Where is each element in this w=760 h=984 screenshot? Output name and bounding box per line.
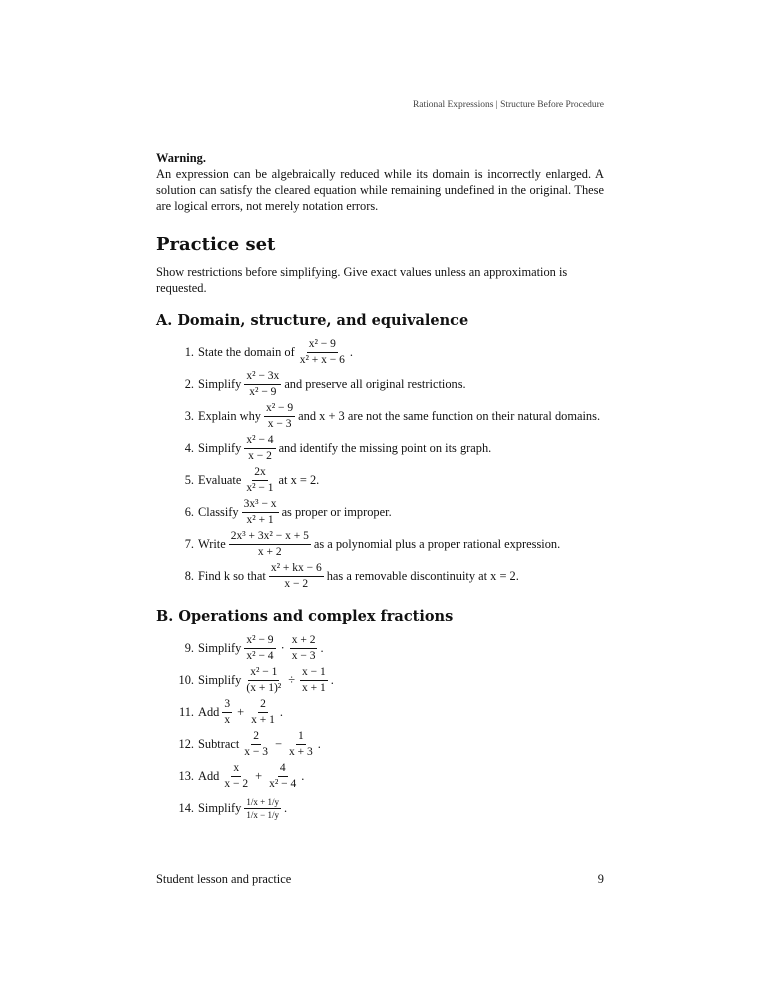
- item-body: [198, 466, 319, 495]
- item-tail: as a polynomial plus a proper rational expression.: [313, 537, 561, 551]
- section-b-heading: B. Operations and complex fractions: [156, 608, 454, 625]
- item-number: 3.: [184, 409, 194, 423]
- item-tail: has a removable discontinuity at x = 2.: [326, 569, 519, 583]
- item-prompt: State the domain of: [198, 345, 295, 359]
- item-body: [198, 762, 304, 791]
- operator: ·: [280, 641, 285, 655]
- practice-item: [156, 400, 604, 432]
- item-body: [198, 338, 353, 367]
- fraction-denominator: x² − 9: [249, 385, 277, 398]
- fraction: [290, 634, 318, 663]
- fraction-numerator: x: [231, 762, 241, 777]
- fraction-numerator: x² − 1: [248, 666, 279, 681]
- fraction-numerator: 2: [258, 698, 268, 713]
- item-number: 1.: [184, 345, 194, 359]
- practice-item: [156, 632, 604, 664]
- fraction: [269, 562, 324, 591]
- fraction: [300, 666, 328, 695]
- practice-item: [156, 560, 604, 592]
- practice-item: [156, 728, 604, 760]
- fraction: [242, 730, 270, 759]
- item-prompt: Classify: [198, 505, 239, 519]
- item-prompt: Add: [198, 769, 220, 783]
- section-a-list: [156, 336, 604, 592]
- item-tail: .: [330, 673, 334, 687]
- fraction-denominator: x − 2: [224, 777, 249, 790]
- item-prompt: Evaluate: [198, 473, 242, 487]
- fraction-denominator: x² + 1: [246, 513, 274, 526]
- item-body: [198, 498, 392, 527]
- complex-fraction-denominator: 1/x − 1/y: [246, 809, 279, 820]
- complex-fraction-numerator: 1/x + 1/y: [246, 796, 279, 807]
- fraction: [267, 762, 298, 791]
- item-tail: at x = 2.: [278, 473, 320, 487]
- item-prompt: Simplify: [198, 673, 242, 687]
- item-body: [198, 370, 466, 399]
- fraction: [244, 370, 281, 399]
- fraction: [244, 434, 275, 463]
- fraction-denominator: x² − 4: [246, 649, 274, 662]
- page-number: 9: [597, 872, 604, 886]
- fraction-denominator: x − 3: [291, 649, 316, 662]
- item-prompt: Explain why: [198, 409, 261, 423]
- item-body: [198, 562, 519, 591]
- item-prompt: Write: [198, 537, 226, 551]
- fraction-numerator: 4: [278, 762, 288, 777]
- page-content: [156, 150, 604, 824]
- footer-label: Student lesson and practice: [156, 872, 292, 886]
- running-header: Rational Expressions | Structure Before Procedure: [412, 100, 604, 110]
- fraction: [229, 530, 311, 559]
- practice-item: [156, 528, 604, 560]
- item-tail: and x + 3 are not the same function on their natural domains.: [298, 409, 601, 423]
- item-number: 5.: [184, 473, 194, 487]
- item-body: [198, 666, 334, 695]
- fraction-denominator: x + 2: [257, 545, 282, 558]
- fraction-numerator: 2x: [252, 466, 268, 481]
- item-prompt: Add: [198, 705, 220, 719]
- item-prompt: Simplify: [198, 801, 242, 815]
- fraction-numerator: 3: [222, 698, 232, 713]
- item-tail: and preserve all original restrictions.: [284, 377, 466, 391]
- item-body: [198, 402, 600, 431]
- item-tail: .: [349, 345, 353, 359]
- item-tail: as proper or improper.: [281, 505, 392, 519]
- fraction-denominator: x + 3: [289, 745, 313, 758]
- fraction-denominator: x + 1: [302, 681, 326, 694]
- fraction-numerator: x² − 9: [264, 402, 295, 417]
- fraction-numerator: x² − 9: [307, 338, 338, 353]
- item-prompt: Subtract: [198, 737, 240, 751]
- item-body: [198, 530, 560, 559]
- fraction-denominator: x² + x − 6: [299, 353, 345, 366]
- item-prompt: Find k so that: [198, 569, 266, 583]
- practice-item: [156, 496, 604, 528]
- fraction-numerator: x² − 4: [244, 434, 275, 449]
- item-number: 6.: [184, 505, 194, 519]
- item-prompt: Simplify: [198, 377, 242, 391]
- fraction: [222, 698, 232, 727]
- fraction: [298, 338, 347, 367]
- item-prompt: Simplify: [198, 641, 242, 655]
- fraction-denominator: x − 2: [284, 577, 309, 590]
- page-footer: [156, 872, 604, 887]
- fraction: [244, 634, 275, 663]
- practice-item: [156, 336, 604, 368]
- item-prompt: Simplify: [198, 441, 242, 455]
- item-tail: and identify the missing point on its graph.: [278, 441, 492, 455]
- practice-item: [156, 432, 604, 464]
- practice-item: [156, 696, 604, 728]
- item-number: 2.: [184, 377, 194, 391]
- fraction: [222, 762, 250, 791]
- item-tail: .: [279, 705, 283, 719]
- practice-heading: Practice set: [156, 234, 276, 255]
- item-number: 12.: [178, 737, 194, 751]
- fraction-denominator: x − 3: [244, 745, 269, 758]
- fraction: [242, 498, 279, 527]
- fraction-denominator: x² − 4: [269, 777, 297, 790]
- fraction: [249, 698, 277, 727]
- fraction-numerator: 1: [296, 730, 306, 745]
- practice-item: [156, 760, 604, 792]
- section-b-list: [156, 632, 604, 824]
- fraction-denominator: x² − 1: [246, 481, 274, 494]
- item-number: 10.: [178, 673, 194, 687]
- practice-intro: Show restrictions before simplifying. Give exact values unless an approximation is requested.: [156, 265, 568, 295]
- practice-item: [156, 464, 604, 496]
- item-number: 9.: [184, 641, 194, 655]
- fraction-denominator: x: [224, 713, 231, 726]
- operator: +: [237, 705, 245, 719]
- fraction: [244, 666, 283, 695]
- fraction-numerator: 2: [251, 730, 261, 745]
- fraction-denominator: (x + 1)²: [246, 681, 282, 694]
- fraction-numerator: x² + kx − 6: [269, 562, 324, 577]
- warning-text: An expression can be algebraically reduced while its domain is incorrectly enlarged. A solution can satisfy the cleared equation while remaining undefined in the original. These are logical errors, not merely notation errors.: [156, 167, 604, 213]
- fraction-numerator: x² − 9: [244, 634, 275, 649]
- item-number: 4.: [184, 441, 194, 455]
- item-number: 14.: [178, 801, 194, 815]
- item-number: 8.: [184, 569, 194, 583]
- fraction-numerator: 3x³ − x: [242, 498, 279, 513]
- fraction: [244, 466, 275, 495]
- item-tail: .: [320, 641, 324, 655]
- practice-item: [156, 368, 604, 400]
- item-body: [198, 797, 287, 820]
- operator: +: [255, 769, 263, 783]
- item-number: 11.: [178, 705, 194, 719]
- complex-fraction: [244, 797, 281, 820]
- item-number: 13.: [178, 769, 194, 783]
- operator: −: [275, 737, 283, 751]
- fraction-denominator: x − 3: [267, 417, 292, 430]
- item-number: 7.: [184, 537, 194, 551]
- item-tail: .: [283, 801, 288, 815]
- fraction-numerator: 2x³ + 3x² − x + 5: [229, 530, 311, 545]
- item-body: [198, 730, 321, 759]
- fraction-numerator: x + 2: [290, 634, 318, 649]
- fraction: [264, 402, 295, 431]
- fraction-numerator: x − 1: [300, 666, 328, 681]
- fraction-numerator: x² − 3x: [244, 370, 281, 385]
- practice-item: [156, 792, 604, 824]
- fraction: [287, 730, 315, 759]
- practice-item: [156, 664, 604, 696]
- item-tail: .: [317, 737, 321, 751]
- item-body: [198, 698, 283, 727]
- item-body: [198, 434, 491, 463]
- section-a-heading: A. Domain, structure, and equivalence: [156, 312, 469, 329]
- operator: ÷: [288, 673, 296, 687]
- item-body: [198, 634, 324, 663]
- warning-title: Warning.: [156, 151, 206, 165]
- fraction-denominator: x + 1: [251, 713, 275, 726]
- item-tail: .: [301, 769, 305, 783]
- fraction-denominator: x − 2: [248, 449, 272, 462]
